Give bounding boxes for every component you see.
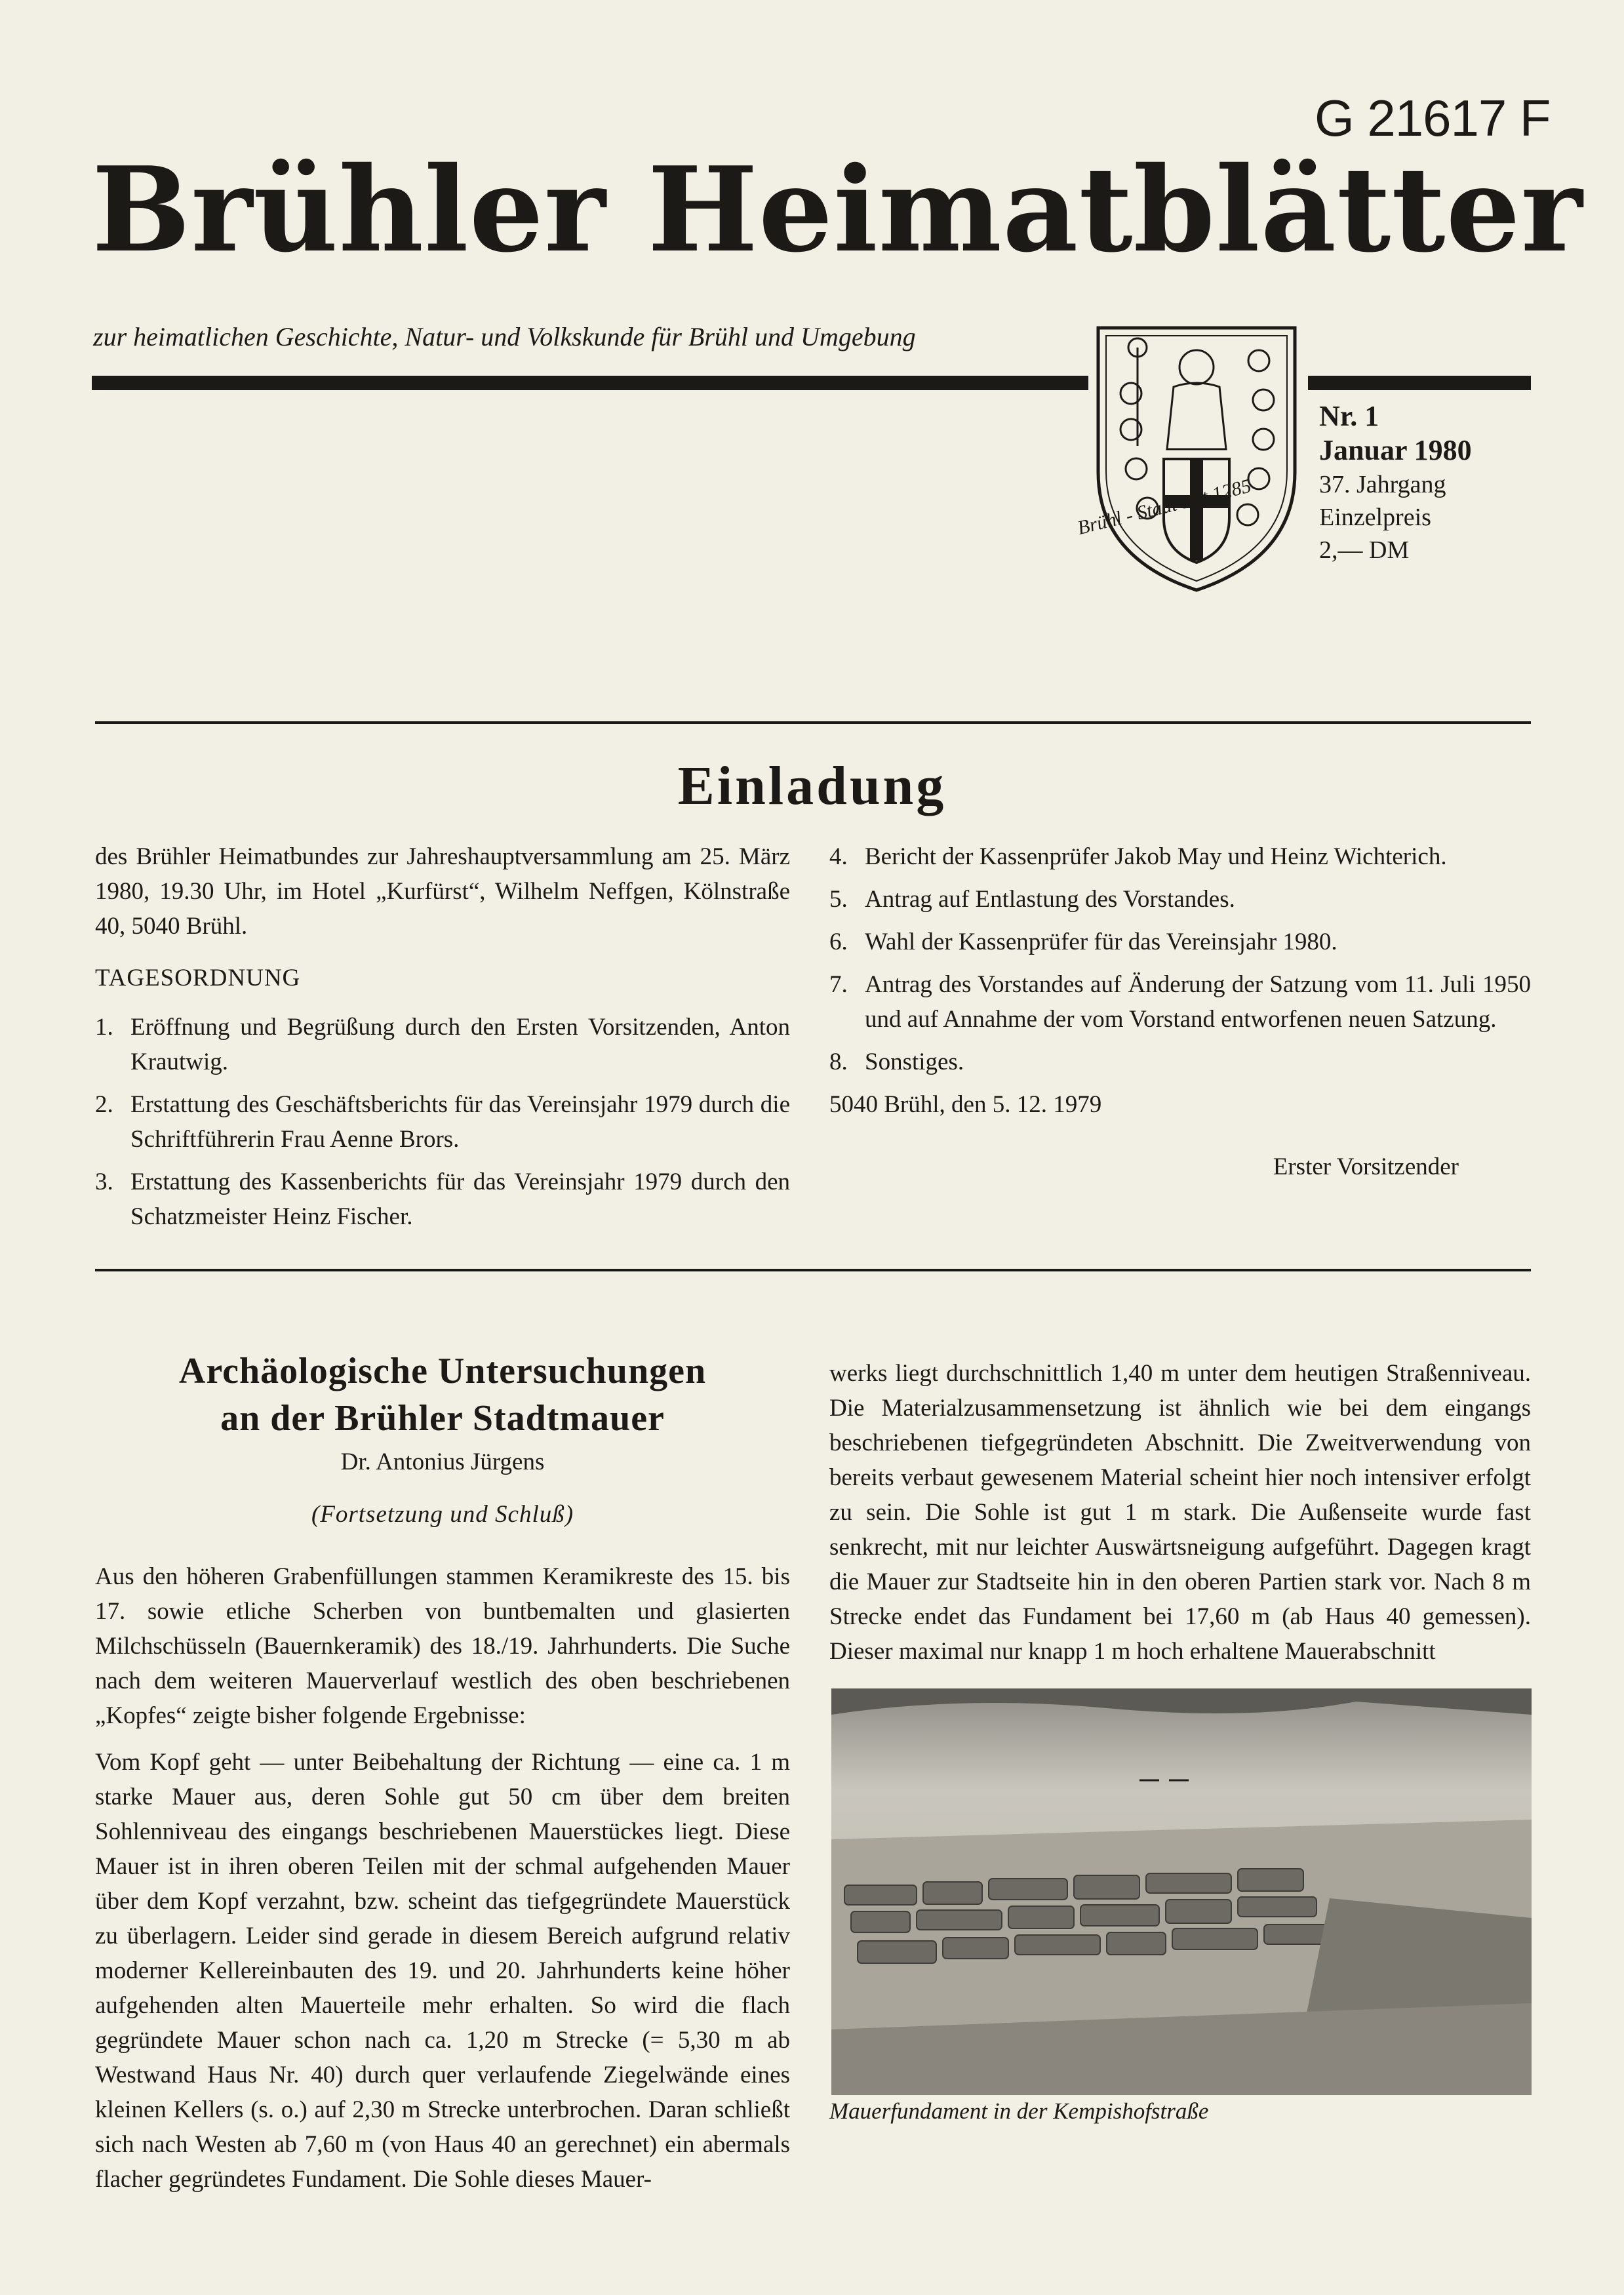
agenda-item: 5. Antrag auf Entlastung des Vorstandes. <box>829 886 1235 913</box>
agenda-item: 3. Erstattung des Kassenberichts für das Vereinsjahr 1979 durch den Schatzmeister Heinz Fischer. <box>95 1168 790 1230</box>
article-author: Dr. Antonius Jürgens <box>340 1448 545 1475</box>
agenda-item: 6. Wahl der Kassenprüfer für das Vereinsjahr 1980. <box>829 928 1337 955</box>
agenda-item: 2. Erstattung des Geschäftsberichts für das Vereinsjahr 1979 durch die Schriftführerin Frau Aenne Brors. <box>95 1091 790 1153</box>
issue-date: Januar 1980 <box>1319 434 1472 466</box>
invitation-right-column <box>829 839 1531 1184</box>
article-right-column <box>829 1356 1531 1681</box>
issue-number: Nr. 1 <box>1319 400 1379 432</box>
price: 2,— DM <box>1319 536 1410 564</box>
masthead-title: Brühler Heimatblätter <box>92 141 1583 278</box>
wall-foundation-photo <box>831 1688 1532 2095</box>
divider-middle <box>95 1269 1531 1271</box>
masthead-subtitle: zur heimatlichen Geschichte, Natur- und Volkskunde für Brühl und Umgebung <box>93 322 916 351</box>
header-rule-right <box>1308 376 1531 390</box>
agenda-item: 1. Eröffnung und Begrüßung durch den Ersten Vorsitzenden, Anton Krautwig. <box>95 1014 790 1075</box>
photo-caption: Mauerfundament in der Kempishofstraße <box>829 2098 1209 2124</box>
place-date: 5040 Brühl, den 5. 12. 1979 <box>829 1091 1102 1118</box>
issue-info <box>1319 400 1472 567</box>
invitation-left-column <box>95 839 790 1242</box>
invitation-intro: des Brühler Heimatbundes zur Jahreshauptversammlung am 25. März 1980, 19.30 Uhr, im Hotel „Kurfürst“, Wilhelm Neffgen, Kölnstraße 40, 5040 Brühl. <box>95 843 790 940</box>
divider-top <box>95 721 1531 724</box>
invitation-heading: Einladung <box>677 755 947 816</box>
postal-code: G 21617 F <box>1315 89 1551 147</box>
price-label: Einzelpreis <box>1319 504 1431 531</box>
header-rule-left <box>92 376 1088 390</box>
signature: Erster Vorsitzender <box>1273 1153 1459 1180</box>
article-title: Archäologische Untersuchungen an der Brühler Stadtmauer <box>178 1351 707 1439</box>
agenda-item: 4. Bericht der Kassenprüfer Jakob May und Heinz Wichterich. <box>829 843 1447 870</box>
paragraph: Aus den höheren Grabenfüllungen stammen Keramikreste des 15. bis 17. sowie etliche Scherben von buntbemalten und glasierten Milchschüsseln (Bauernkeramik) des 18./19. Jahrhunderts. Die Suche nach dem weiteren Mauerverlauf westlich des oben beschriebenen „Kopfes“ zeigte bisher folgende Ergebnisse: <box>95 1563 790 1729</box>
volume: 37. Jahrgang <box>1319 471 1446 498</box>
article-left-column <box>95 1559 790 2208</box>
paragraph: Vom Kopf geht — unter Beibehaltung der Richtung — eine ca. 1 m starke Mauer aus, deren Sohle gut 50 cm über dem breiten Sohlenniveau des eingangs beschriebenen Mauerstückes liegt. Diese Mauer ist in ihren oberen Teilen mit der schmal aufgehenden Mauer über dem Kopf verzahnt, bzw. scheint das tiefgegründete Mauerstück zu überlagern. Leider sind gerade in diesem Bereich aufgrund relativ moderner Kellereinbauten des 19. und 20. Jahrhunderts keine höher aufgehenden alten Mauerteile mehr erhalten. So wird die flach gegründete Mauer schon nach ca. 1,20 m Strecke (= 5,30 m ab Westwand Haus Nr. 40) durch quer verlaufende Ziegelwände eines kleinen Kellers (s. o.) auf 2,30 m Strecke unterbrochen. Daran schließt sich nach Westen ab 7,60 m (von Haus 40 an gerechnet) ein abermals flacher gegründetes Fundament. Die Sohle dieses Mauer- <box>95 1749 790 2193</box>
crest-caption: Brühl - Stadt seit 1285 <box>1075 475 1254 540</box>
agenda-label: TAGESORDNUNG <box>95 965 301 991</box>
paragraph: werks liegt durchschnittlich 1,40 m unter dem heutigen Straßenniveau. Die Materialzusammensetzung ist ähnlich wie bei dem eingangs beschriebenen tiefgegründeten Abschnitt. Die Zweitverwendung von bereits verbaut gewesenem Material scheint hier noch intensiver erfolgt zu sein. Die Sohle ist gut 1 m stark. Die Außenseite wurde fast senkrecht, mit nur leichter Auswärtsneigung aufgeführt. Dagegen kragt die Mauer zur Stadtseite hin in den oberen Partien stark vor. Nach 8 m Strecke endet das Fundament bei 17,60 m (ab Haus 40 gemessen). Dieser maximal nur knapp 1 m hoch erhaltene Mauerabschnitt <box>829 1360 1531 1665</box>
article-continuation: (Fortsetzung und Schluß) <box>311 1501 574 1528</box>
agenda-item: 7. Antrag des Vorstandes auf Änderung der Satzung vom 11. Juli 1950 und auf Annahme der vom Vorstand entworfenen neuen Satzung. <box>829 971 1531 1033</box>
coat-of-arms-icon <box>1092 321 1301 597</box>
agenda-item: 8. Sonstiges. <box>829 1048 964 1075</box>
